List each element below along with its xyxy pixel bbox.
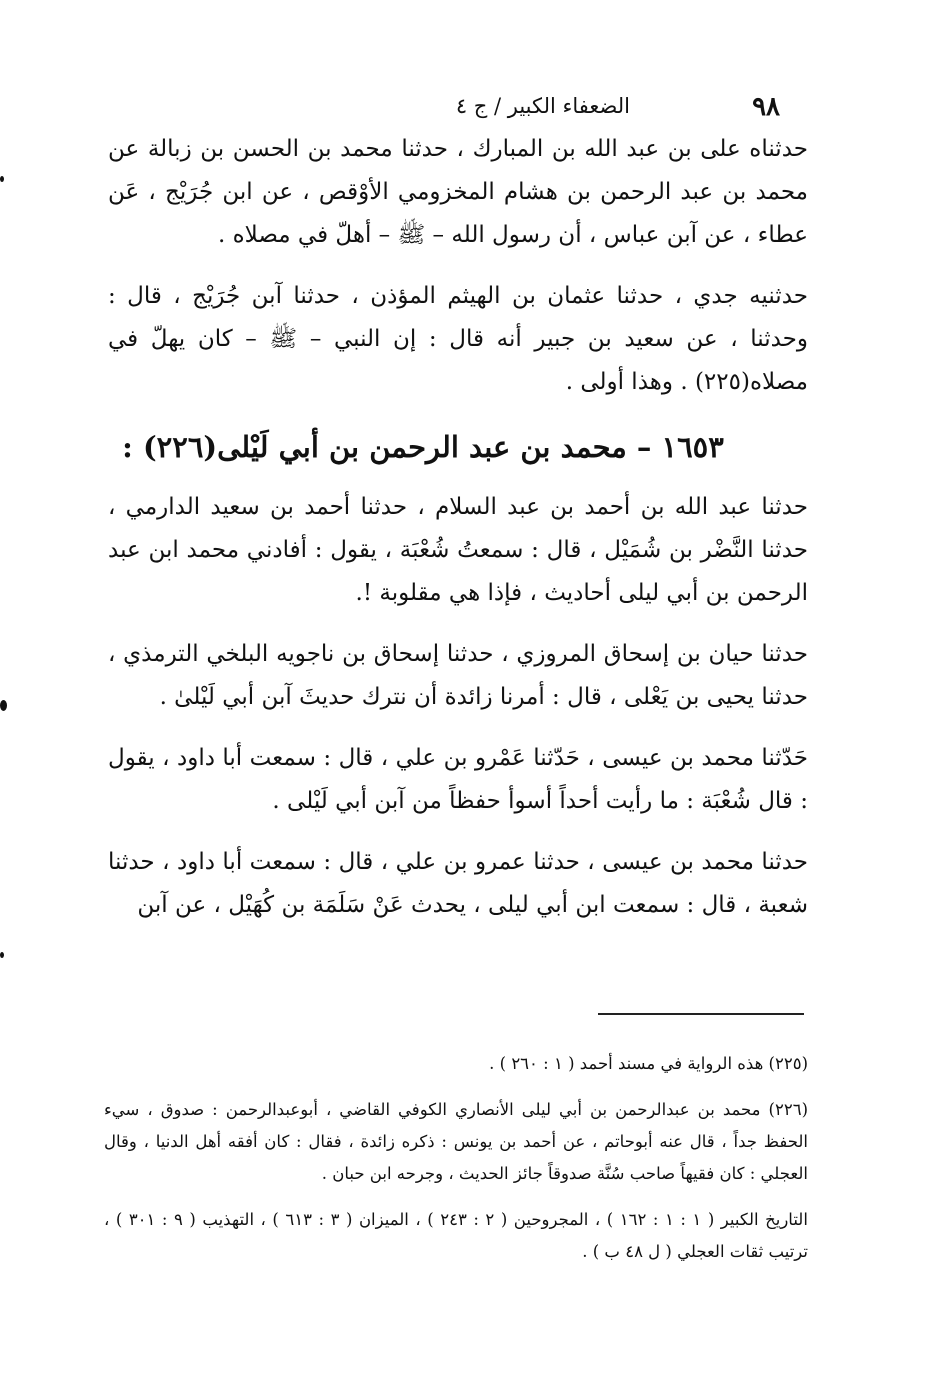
running-title: الضعفاء الكبير / ج ٤	[455, 94, 630, 118]
paragraph: حَدّثنا محمد بن عيسى ، حَدّثنا عَمْرو بن علي ، قال : سمعت أبا داود ، يقول : قال شُعْبَة : ما رأيت أحداً أسوأ حفظاً من آبن أبي لَيْلى .	[108, 745, 808, 814]
entry-heading: ١٦٥٣ – محمد بن عبد الرحمن بن أبي لَيْلى(٢٢٦) :	[122, 430, 724, 464]
footnotes	[104, 1048, 808, 1282]
paragraph: حدثنا عبد الله بن أحمد بن عبد السلام ، حدثنا أحمد بن سعيد الدارمي ، حدثنا النَّضْر بن شُمَيْل ، قال : سمعتُ شُعْبَة ، يقول : أفادني محمد ابن عبد الرحمن بن أبي ليلى أحاديث ، فإذا هي مقلوبة !.	[108, 494, 808, 606]
footnote: التاريخ الكبير ( ١ : ١ : ١٦٢ ) ، المجروحين ( ٢ : ٢٤٣ ) ، الميزان ( ٣ : ٦١٣ ) ، التهذيب ( ٩ : ٣٠١ ) ، ترتيب ثقات العجلي ( ل ٤٨ ب ) .	[104, 1210, 808, 1261]
scan-edge-mark	[0, 952, 4, 958]
paragraph: حدثنا محمد بن عيسى ، حدثنا عمرو بن علي ، قال : سمعت أبا داود ، حدثنا شعبة ، قال : سمعت ابن أبي ليلى ، يحدث عَنْ سَلَمَة بن كُهَيْل ، عن آبن	[108, 849, 808, 918]
scan-edge-mark	[0, 700, 7, 711]
footnote: (٢٢٦) محمد بن عبدالرحمن بن أبي ليلى الأنصاري الكوفي القاضي ، أبوعبدالرحمن : صدوق ، سيء الحفظ جداً ، قال عنه أبوحاتم ، عن أحمد بن يونس : ذكره زائدة ، فقال : كان أفقه أهل الدنيا ، وقال العجلي : كان فقيهاً صاحب سُنَّة صدوقاً جائز الحديث ، وجرحه ابن حبان .	[104, 1100, 808, 1183]
paragraph: حدثناه على بن عبد الله بن المبارك ، حدثنا محمد بن الحسن بن زبالة عن محمد بن عبد الرحمن بن هشام المخزومي الأوْقص ، عن ابن جُرَيْج ، عَن عطاء ، عن آبن عباس ، أن رسول الله – ﷺ – أهلّ في مصلاه .	[108, 136, 808, 248]
main-text	[108, 128, 808, 945]
scan-edge-mark	[0, 176, 4, 182]
footnote-separator	[598, 1013, 804, 1015]
paragraph: حدثنيه جدي ، حدثنا عثمان بن الهيثم المؤذن ، حدثنا آبن جُرَيْج ، قال : وحدثنا ، عن سعيد بن جبير أنه قال : إن النبي – ﷺ – كان يهلّ في مصلاه(٢٢٥) . وهذا أولى .	[108, 283, 808, 395]
paragraph: حدثنا حيان بن إسحاق المروزي ، حدثنا إسحاق بن ناجويه البلخي الترمذي ، حدثنا يحيى بن يَعْلى ، قال : أمرنا زائدة أن نترك حديثَ آبن أبي لَيْلىٰ .	[108, 641, 808, 710]
page-number: ٩٨	[752, 92, 780, 122]
page-header	[360, 92, 780, 128]
footnote: (٢٢٥) هذه الرواية في مسند أحمد ( ١ : ٢٦٠ ) .	[489, 1054, 808, 1073]
